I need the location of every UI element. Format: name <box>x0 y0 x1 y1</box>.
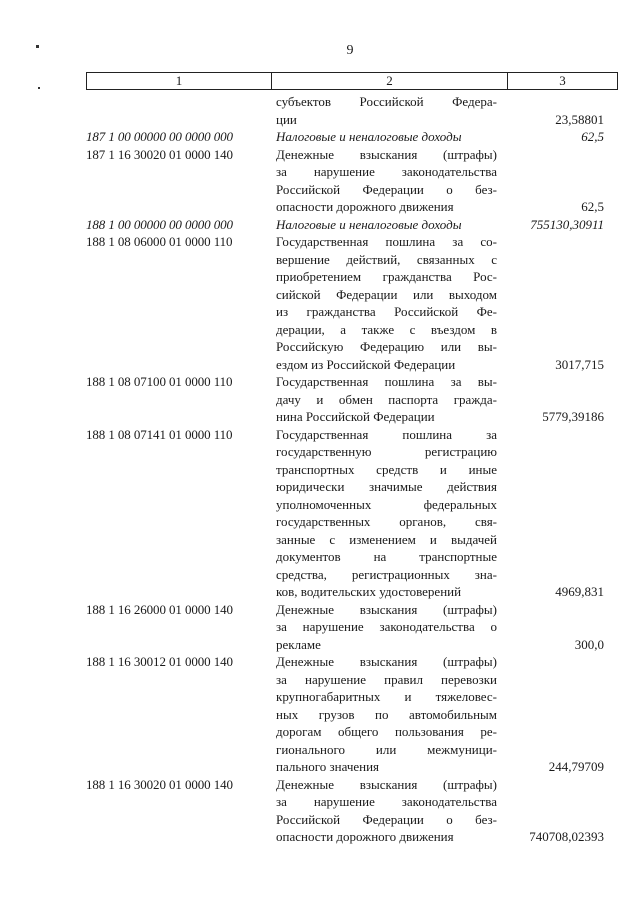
scan-speck <box>38 87 40 89</box>
header-col-2: 2 <box>386 73 393 88</box>
description-line: Государственная пошлина за со- <box>276 234 497 249</box>
description-line: юридически значимые действия <box>276 479 497 494</box>
description-line: Российской Федерации о без- <box>276 181 497 197</box>
description-line: Налоговые и неналоговые доходы <box>276 216 462 232</box>
description-line: Денежные взыскания (штрафы) <box>276 776 497 792</box>
description-line: государственную регистрацию <box>276 444 497 459</box>
revenue-description <box>276 776 497 846</box>
description-line: пального значения <box>276 759 380 774</box>
description-line: Государственная пошлина за вы- <box>276 374 497 389</box>
amount-value: 62,5 <box>581 199 604 214</box>
table-row <box>0 426 640 601</box>
revenue-description <box>276 233 497 373</box>
description-line: субъектов Российской Федера- <box>276 94 497 109</box>
table-row <box>0 373 640 426</box>
table-row <box>0 93 640 128</box>
revenue-description <box>276 426 497 601</box>
amount-value: 62,5 <box>581 129 604 144</box>
description-line: за нарушение правил перевозки <box>276 671 497 687</box>
table-row <box>0 776 640 846</box>
description-line: ездом из Российской Федерации <box>276 356 456 372</box>
description-line: за нарушение законодательства <box>276 794 497 809</box>
description-line: транспортных средств и иные <box>276 461 497 477</box>
description-line: уполномоченных федеральных <box>276 496 497 512</box>
description-line: за нарушение законодательства о <box>276 619 497 634</box>
revenue-description <box>276 128 497 146</box>
description-line: Налоговые и неналоговые доходы <box>276 129 462 144</box>
budget-code: 188 1 16 26000 01 0000 140 <box>86 601 233 617</box>
description-line: опасности дорожного движения <box>276 829 454 844</box>
description-line: дачу и обмен паспорта гражда- <box>276 391 497 407</box>
description-line: Денежные взыскания (штрафы) <box>276 601 497 617</box>
budget-code: 188 1 08 06000 01 0000 110 <box>86 234 233 249</box>
budget-code: 188 1 16 30020 01 0000 140 <box>86 776 233 792</box>
amount-value: 4969,831 <box>555 584 604 599</box>
budget-code: 188 1 08 07100 01 0000 110 <box>86 374 233 389</box>
amount-value: 3017,715 <box>555 356 604 372</box>
description-line: ции <box>276 111 297 127</box>
description-line: ков, водительских удостоверений <box>276 584 462 599</box>
header-col-1: 1 <box>175 73 183 88</box>
description-line: сийской Федерации или выходом <box>276 286 497 302</box>
description-line: ных грузов по автомобильным <box>276 706 497 722</box>
description-line: государственных органов, свя- <box>276 514 497 529</box>
description-line: Денежные взыскания (штрафы) <box>276 146 497 162</box>
amount-value: 740708,02393 <box>529 829 604 844</box>
table-row <box>0 128 640 146</box>
scan-speck <box>36 45 39 48</box>
description-line: Российской Федерации о без- <box>276 811 497 827</box>
description-line: вершение действий, связанных с <box>276 251 497 267</box>
budget-code: 187 1 00 00000 00 0000 000 <box>86 129 233 144</box>
description-line: Государственная пошлина за <box>276 426 497 442</box>
table-row <box>0 146 640 216</box>
revenue-description <box>276 93 497 128</box>
amount-value: 23,58801 <box>555 111 604 127</box>
description-line: документов на транспортные <box>276 549 497 564</box>
description-line: приобретением гражданства Рос- <box>276 269 497 284</box>
revenue-description <box>276 601 497 654</box>
amount-value: 755130,30911 <box>530 216 604 232</box>
table-row <box>0 216 640 234</box>
budget-code: 187 1 16 30020 01 0000 140 <box>86 146 233 162</box>
description-line: средства, регистрационных зна- <box>276 566 497 582</box>
description-line: за нарушение законодательства <box>276 164 497 179</box>
revenue-description <box>276 373 497 426</box>
description-line: гионального или межмуници- <box>276 741 497 757</box>
revenue-description <box>276 146 497 216</box>
table-row <box>0 233 640 373</box>
table-row <box>0 653 640 776</box>
description-line: нина Российской Федерации <box>276 409 435 424</box>
description-line: из гражданства Российской Фе- <box>276 304 497 319</box>
table-row <box>0 601 640 654</box>
amount-value: 300,0 <box>574 636 604 652</box>
table-header <box>86 72 618 90</box>
revenue-description <box>276 216 497 234</box>
description-line: занные с изменением и выдачей <box>276 531 497 547</box>
description-line: дорогам общего пользования ре- <box>276 724 497 739</box>
amount-value: 244,79709 <box>548 759 604 774</box>
amount-value: 5779,39186 <box>542 409 604 424</box>
description-line: дерации, а также с въездом в <box>276 321 497 337</box>
description-line: опасности дорожного движения <box>276 199 454 214</box>
header-col-3: 3 <box>559 73 566 88</box>
budget-code: 188 1 16 30012 01 0000 140 <box>86 654 233 669</box>
description-line: крупногабаритных и тяжеловес- <box>276 689 497 704</box>
budget-code: 188 1 08 07141 01 0000 110 <box>86 426 233 442</box>
page-number: 9 <box>346 43 354 58</box>
description-line: Денежные взыскания (штрафы) <box>276 654 497 669</box>
budget-code: 188 1 00 00000 00 0000 000 <box>86 216 233 232</box>
description-line: рекламе <box>276 636 321 652</box>
description-line: Российскую Федерацию или вы- <box>276 339 497 354</box>
revenue-description <box>276 653 497 776</box>
revenue-table-body <box>0 93 640 846</box>
